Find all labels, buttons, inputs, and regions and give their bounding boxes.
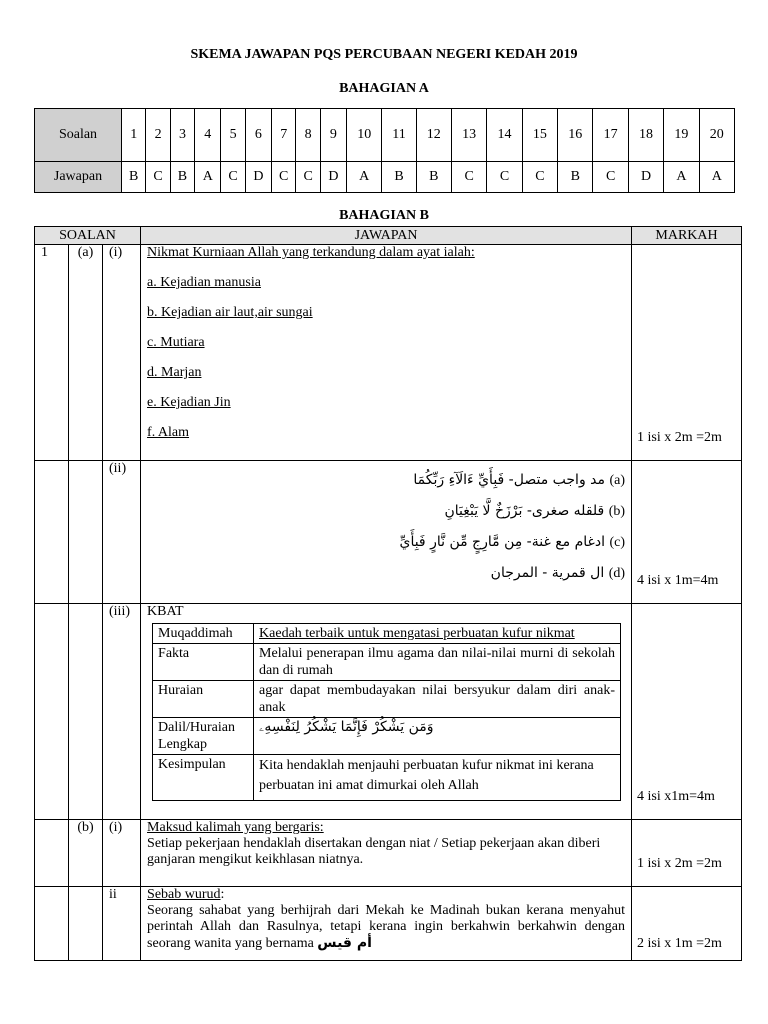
question-subpart-i: (i) <box>103 245 141 461</box>
tajwid-item-b: (b) قلقله صغرى- بَرْزَخٌ لَّا يَبْغِيَانِ <box>444 503 626 519</box>
mark-text: 1 isi x 2m =2m <box>637 856 722 871</box>
answer-list-item: c. Mutiara <box>147 335 205 350</box>
answer-list-item: a. Kejadian manusia <box>147 275 261 290</box>
section-a-heading: BAHAGIAN A <box>339 81 429 96</box>
question-number-cell: 9 <box>320 109 346 162</box>
mark-1b-i <box>632 820 742 887</box>
question-number-cell: 5 <box>221 109 245 162</box>
kbat-label: Kesimpulan <box>153 755 254 801</box>
question-1a-iii-row <box>35 604 742 820</box>
kbat-value-arabic: وَمَن يَشْكُرْ فَإِنَّمَا يَشْكُرُ لِنَفْسِهِۦ <box>254 718 621 755</box>
answer-cell: A <box>699 161 734 192</box>
mark-text: 4 isi x 1m=4m <box>637 573 719 588</box>
colon: : <box>220 887 225 902</box>
question-number-cell: 13 <box>451 109 486 162</box>
soalan-label: Soalan <box>35 109 122 162</box>
answer-list-item: b. Kejadian air laut,air sungai <box>147 305 313 320</box>
kbat-label: Huraian <box>153 681 254 718</box>
question-1a-ii-row <box>35 461 742 604</box>
mark-1a-ii <box>632 461 742 604</box>
question-subpart-iii: (iii) <box>103 604 141 820</box>
question-number-cell: 19 <box>664 109 699 162</box>
answer-cell: A <box>347 161 382 192</box>
answer-1b-i-text: Setiap pekerjaan hendaklah disertakan dengan niat / Setiap pekerjaan akan diberi ganjaran mengikut keikhlasan niatnya. <box>147 836 601 867</box>
answer-cell: C <box>221 161 245 192</box>
question-number-cell: 11 <box>382 109 416 162</box>
section-b-answer-table <box>34 226 742 961</box>
question-number-cell: 8 <box>296 109 320 162</box>
kbat-value: Kita hendaklah menjauhi perbuatan kufur nikmat ini kerana perbuatan ini amat dimurkai oleh Allah <box>254 755 621 801</box>
question-number-cell: 1 <box>122 109 146 162</box>
question-number-cell: 6 <box>245 109 271 162</box>
answer-cell: A <box>664 161 699 192</box>
answer-cell: C <box>522 161 557 192</box>
answer-list-item: d. Marjan <box>147 365 202 380</box>
page-title: SKEMA JAWAPAN PQS PERCUBAAN NEGERI KEDAH 2019 <box>190 47 578 62</box>
section-b-heading: BAHAGIAN B <box>339 208 429 223</box>
answer-cell: D <box>320 161 346 192</box>
question-number-cell: 14 <box>487 109 522 162</box>
answer-row <box>35 161 735 192</box>
kbat-title: KBAT <box>147 604 184 619</box>
question-number-cell: 7 <box>272 109 296 162</box>
kbat-row <box>153 644 621 681</box>
answer-1b-i-title: Maksud kalimah yang bergaris: <box>147 820 324 835</box>
kbat-value: Melalui penerapan ilmu agama dan nilai-nilai murni di sekolah dan di rumah <box>254 644 621 681</box>
question-number-cell: 4 <box>195 109 221 162</box>
answer-1a-ii <box>141 461 632 604</box>
mark-text: 4 isi x1m=4m <box>637 789 715 804</box>
question-subpart-b-i: (i) <box>103 820 141 887</box>
header-soalan: SOALAN <box>35 227 141 245</box>
answer-cell: B <box>122 161 146 192</box>
question-number-cell: 20 <box>699 109 734 162</box>
section-a-answer-table <box>34 108 735 193</box>
kbat-value: Kaedah terbaik untuk mengatasi perbuatan kufur nikmat <box>254 624 621 644</box>
kbat-label: Muqaddimah <box>153 624 254 644</box>
answer-cell: C <box>451 161 486 192</box>
mark-1a-iii <box>632 604 742 820</box>
tajwid-item-c: (c) ادغام مع غنة- مِن مَّارِجٍ مِّن نَّارٍ فَبِأَيِّ <box>399 534 626 550</box>
answer-1b-ii-title: Sebab wurud <box>147 887 221 902</box>
answer-cell: B <box>558 161 593 192</box>
question-1b-i-row <box>35 820 742 887</box>
header-jawapan: JAWAPAN <box>141 227 632 245</box>
answer-cell: C <box>593 161 628 192</box>
question-number-cell: 17 <box>593 109 628 162</box>
question-number-cell: 3 <box>170 109 194 162</box>
answer-list-item: e. Kejadian Jin <box>147 395 231 410</box>
kbat-row <box>153 755 621 801</box>
question-1a-i-row <box>35 245 742 461</box>
question-part-a: (a) <box>69 245 103 461</box>
answer-1b-ii <box>141 887 632 961</box>
kbat-row <box>153 681 621 718</box>
question-number-cell: 12 <box>416 109 451 162</box>
section-b-header-row <box>35 227 742 245</box>
kbat-label: Dalil/Huraian Lengkap <box>153 718 254 755</box>
question-subpart-ii: (ii) <box>103 461 141 604</box>
tajwid-item-d: (d) ال قمرية - المرجان <box>490 565 626 581</box>
answer-cell: B <box>382 161 416 192</box>
question-number-cell: 16 <box>558 109 593 162</box>
answer-1a-iii <box>141 604 632 820</box>
answer-list-item: f. Alam <box>147 425 190 440</box>
answer-1a-i <box>141 245 632 461</box>
answer-1b-ii-arabic: أم قيس <box>317 935 372 951</box>
question-part-b: (b) <box>69 820 103 887</box>
question-number-cell: 15 <box>522 109 557 162</box>
kbat-row <box>153 718 621 755</box>
mark-text: 1 isi x 2m =2m <box>637 430 722 445</box>
question-subpart-b-ii: ii <box>103 887 141 961</box>
answer-cell: B <box>416 161 451 192</box>
answer-cell: B <box>170 161 194 192</box>
mark-1b-ii <box>632 887 742 961</box>
answer-cell: C <box>296 161 320 192</box>
kbat-value: agar dapat membudayakan nilai bersyukur dalam diri anak-anak <box>254 681 621 718</box>
answer-1b-ii-text: Seorang sahabat yang berhijrah dari Mekah ke Madinah bukan kerana menyahut perintah Allah dan Rasulnya, tetapi kerana ingin berkahwin berkahwin dengan seorang wanita yang bernama <box>147 903 626 951</box>
question-number-row <box>35 109 735 162</box>
answer-cell: C <box>272 161 296 192</box>
question-1b-ii-row <box>35 887 742 961</box>
tajwid-item-a: (a) مد واجب متصل- فَبِأَيِّ ءَالَآءِ رَبِّكُمَا <box>413 472 626 488</box>
answer-1a-i-title: Nikmat Kurniaan Allah yang terkandung dalam ayat ialah: <box>147 245 475 260</box>
mark-1a-i <box>632 245 742 461</box>
answer-cell: D <box>628 161 663 192</box>
question-number: 1 <box>35 245 69 461</box>
answer-cell: A <box>195 161 221 192</box>
jawapan-label: Jawapan <box>35 161 122 192</box>
question-number-cell: 10 <box>347 109 382 162</box>
answer-cell: C <box>146 161 170 192</box>
answer-1a-i-list <box>147 275 631 441</box>
question-number-cell: 18 <box>628 109 663 162</box>
mark-text: 2 isi x 1m =2m <box>637 936 722 951</box>
answer-1b-i <box>141 820 632 887</box>
kbat-label: Fakta <box>153 644 254 681</box>
answer-cell: D <box>245 161 271 192</box>
kbat-table <box>152 623 621 801</box>
answer-cell: C <box>487 161 522 192</box>
header-markah: MARKAH <box>632 227 742 245</box>
kbat-row <box>153 624 621 644</box>
question-number-cell: 2 <box>146 109 170 162</box>
